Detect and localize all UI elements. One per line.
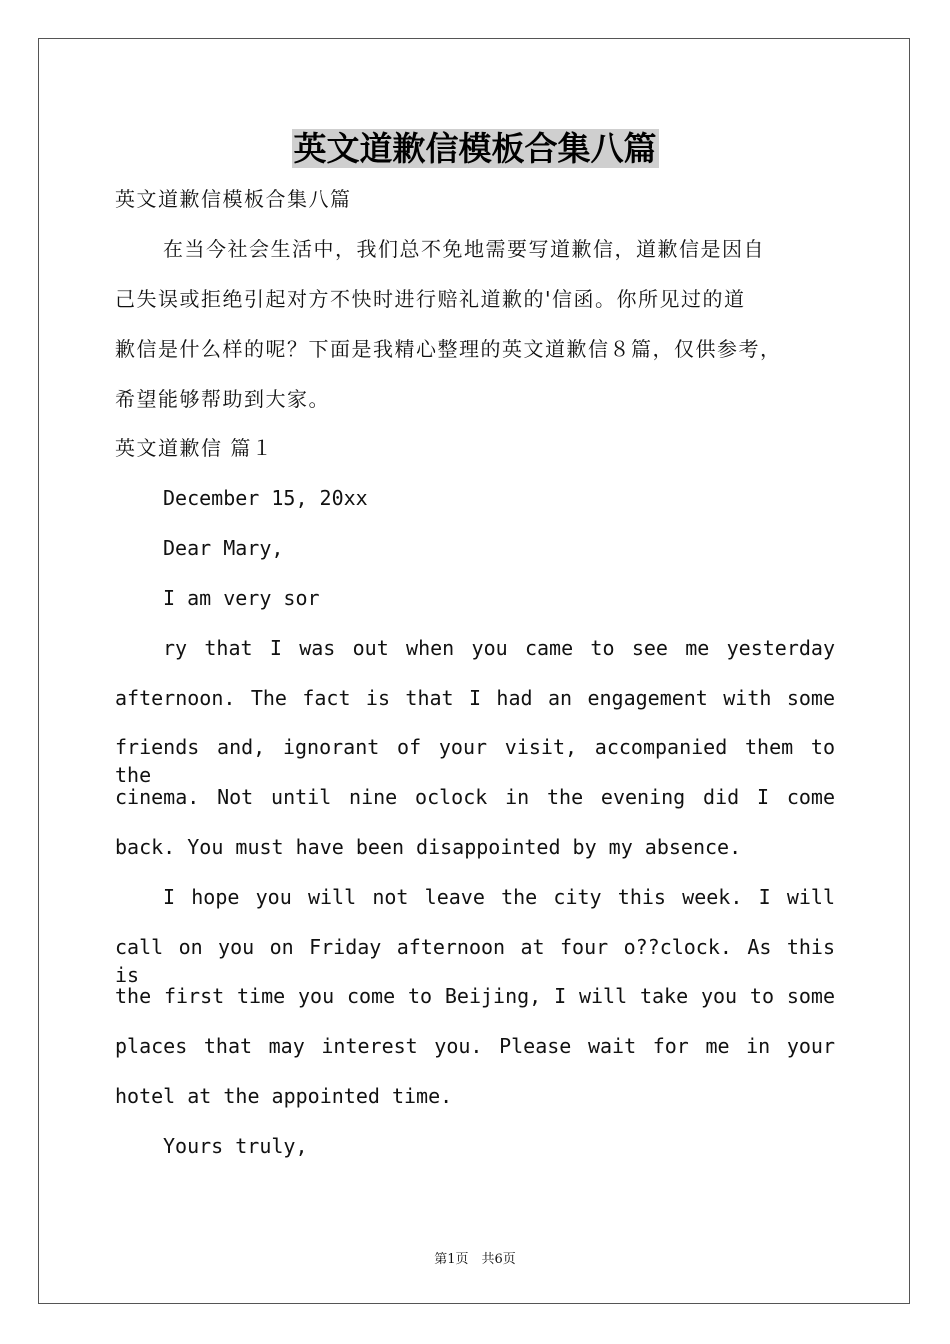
paragraph1-line: ry that I was out when you came to see me yesterday xyxy=(163,636,835,660)
paragraph1-line: friends and, ignorant of your visit, accompanied them to the xyxy=(115,735,835,787)
paragraph2-line: call on you on Friday afternoon at four o??clock. As this is xyxy=(115,935,835,987)
letter-closing: Yours truly, xyxy=(163,1134,308,1158)
letter-date: December 15, 20xx xyxy=(163,486,368,510)
paragraph1-line: afternoon. The fact is that I had an engagement with some xyxy=(115,686,835,710)
paragraph2-line: places that may interest you. Please wait for me in your xyxy=(115,1034,835,1058)
paragraph2-line: hotel at the appointed time. xyxy=(115,1084,453,1108)
intro-line: 希望能够帮助到大家。 xyxy=(115,387,330,411)
intro-line: 己失误或拒绝引起对方不快时进行赔礼道歉的'信函。你所见过的道 xyxy=(115,287,746,311)
letter-greeting: Dear Mary, xyxy=(163,536,284,560)
page-footer: 第1页 共6页 xyxy=(434,1252,516,1267)
document-title-text: 英文道歉信模板合集八篇 xyxy=(293,129,657,168)
paragraph1-line: cinema. Not until nine oclock in the evening did I come xyxy=(115,785,835,809)
document-title xyxy=(0,127,950,171)
intro-line: 在当今社会生活中，我们总不免地需要写道歉信，道歉信是因自 xyxy=(163,237,765,261)
paragraph2-line: I hope you will not leave the city this week. I will xyxy=(163,885,835,909)
paragraph2-line: the first time you come to Beijing, I will take you to some xyxy=(115,984,835,1008)
page-border xyxy=(38,38,910,1304)
letter-opening: I am very sor xyxy=(163,586,320,610)
document-subtitle: 英文道歉信模板合集八篇 xyxy=(115,187,352,211)
section-heading: 英文道歉信 篇１ xyxy=(115,436,274,460)
intro-line: 歉信是什么样的呢？下面是我精心整理的英文道歉信８篇，仅供参考， xyxy=(115,337,782,361)
paragraph1-line: back. You must have been disappointed by my absence. xyxy=(115,835,742,859)
